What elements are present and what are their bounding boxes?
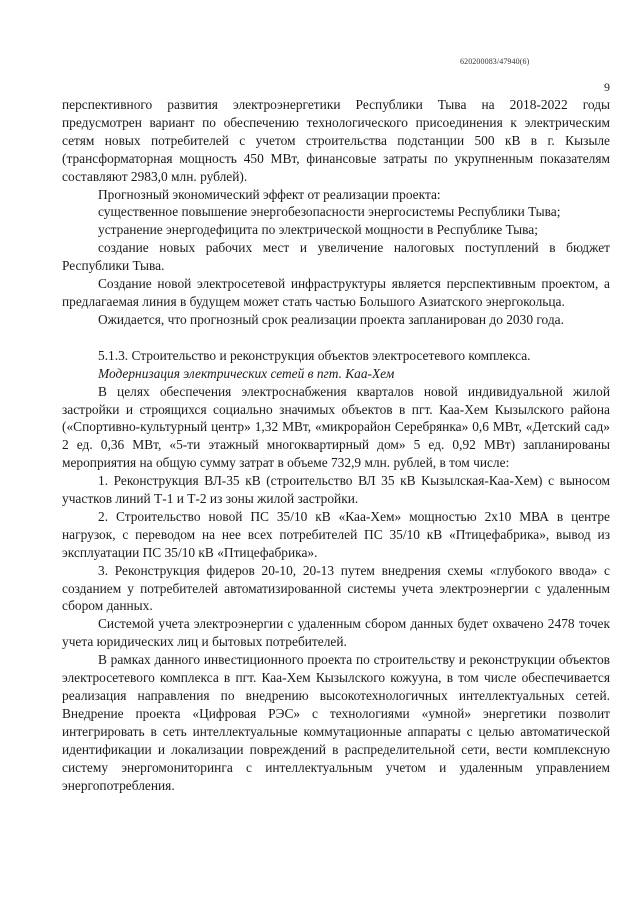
paragraph-infrastructure: Создание новой электросетевой инфраструктуры является перспективным проектом, а предлагаемая линия в будущем может стать частью Большого Азиатского энергокольца. [62, 276, 610, 309]
subsection-heading: Модернизация электрических сетей в пгт. Каа-Хем [98, 365, 395, 381]
list-item-3: 3. Реконструкция фидеров 20-10, 20-13 путем внедрения схемы «глубокого ввода» с созданием у потребителей автоматизированной системы учета электроэнергии с удаленным сбором данных. [62, 562, 610, 614]
paragraph-continuation: перспективного развития электроэнергетики Республики Тыва на 2018-2022 годы предусмотрен вариант по обеспечению технологического присоединения к электрическим сетям новых потребителей с учетом строительства подстанции 500 кВ в г. Кызыле (трансформаторная мощность 450 МВт, финансовые затраты по укрупненным показателям составляют 2983,0 млн. рублей). [62, 97, 610, 184]
paragraph-goals: В целях обеспечения электроснабжения кварталов новой индивидуальной жилой застройки и строящихся социально значимых объектов в пгт. Каа-Хем Кызылского района («Спортивно-культурный центр» 1,32 МВт, «микрорайон Серебрянка» 0,6 МВт, «Детский сад» 2 ед. 0,36 МВт, «5-ти этажный многоквартирный дом» 5 ед. 0,92 МВт) запланированы мероприятия на общую сумму затрат в объеме 732,9 млн. рублей, в том числе: [62, 383, 610, 471]
paragraph-timeline: Ожидается, что прогнозный срок реализации проекта запланирован до 2030 года. [98, 311, 564, 327]
page-number: 9 [604, 80, 610, 94]
document-code: 620200083/47940(6) [460, 57, 530, 66]
paragraph-effect-item-2: устранение энергодефицита по электрической мощности в Республике Тыва; [98, 222, 538, 238]
paragraph-smart-grid: В рамках данного инвестиционного проекта по строительству и реконструкции объектов электросетевого комплекса в пгт. Каа-Хем Кызылского кожууна, в том числе обеспечивается реализация направления по внедрению высокотехнологичных интеллектуальных сетей. Внедрение проекта «Цифровая РЭС» с технологиями «умной» энергетики позволит интегрировать в сеть интеллектуальные коммутационные аппараты с целью автоматической идентификации и локализации повреждений в распределительной сети, вести комплексную систему энергомониторинга с интеллектуальным учетом и удаленным управлением энергопотребления. [62, 652, 610, 793]
document-body [62, 96, 610, 794]
list-item-1: 1. Реконструкция ВЛ-35 кВ (строительство ВЛ 35 кВ Кызылская-Каа-Хем) с выносом участков линий Т-1 и Т-2 из зоны жилой застройки. [62, 473, 610, 507]
paragraph-effect-intro: Прогнозный экономический эффект от реализации проекта: [98, 186, 441, 202]
list-item-2: 2. Строительство новой ПС 35/10 кВ «Каа-Хем» мощностью 2х10 МВА в центре нагрузок, с переводом на нее всех потребителей ПС 35/10 кВ «Птицефабрика», вывод из эксплуатации ПС 35/10 кВ «Птицефабрика». [62, 508, 610, 560]
paragraph-effect-item-3: создание новых рабочих мест и увеличение налоговых поступлений в бюджет Республики Тыва. [62, 240, 610, 274]
paragraph-effect-item-1: существенное повышение энергобезопасности энергосистемы Республики Тыва; [98, 204, 561, 220]
paragraph-metering: Системой учета электроэнергии с удаленным сбором данных будет охвачено 2478 точек учета юридических лиц и бытовых потребителей. [62, 616, 610, 650]
section-heading: 5.1.3. Строительство и реконструкция объектов электросетевого комплекса. [98, 347, 531, 363]
